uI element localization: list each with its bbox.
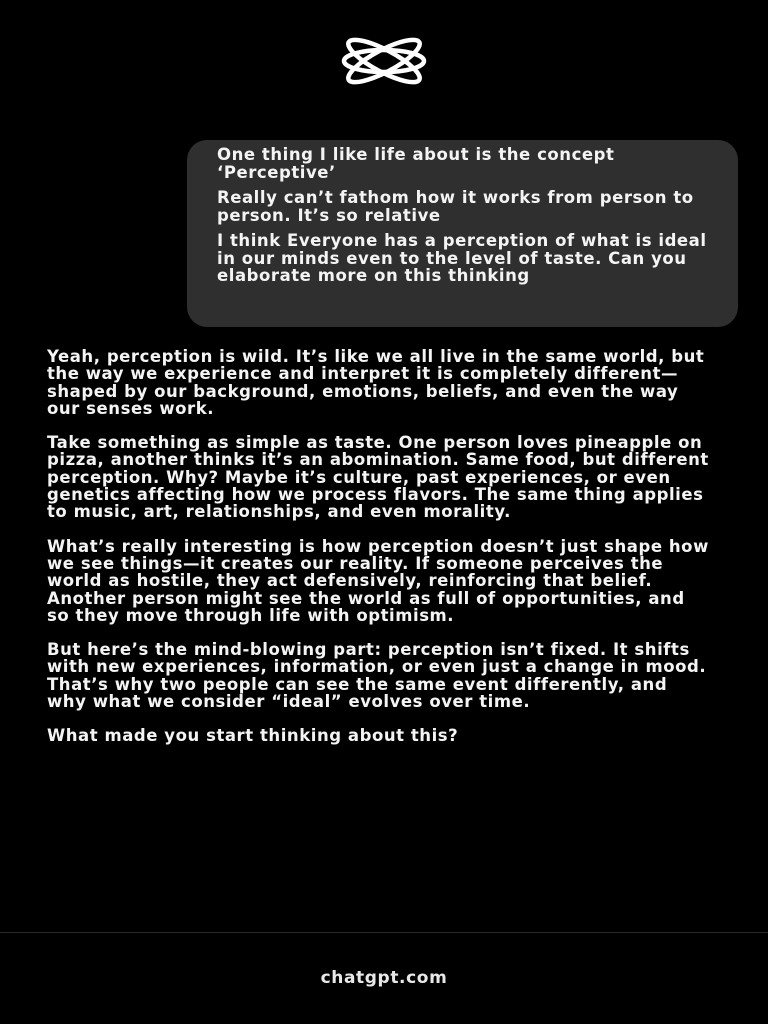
footer-divider xyxy=(0,932,768,933)
assistant-message-paragraph: What made you start thinking about this? xyxy=(47,726,459,746)
user-message-paragraph: One thing I like life about is the concept ‘Perceptive’ xyxy=(217,145,615,182)
user-message-paragraph: I think Everyone has a perception of what is ideal in our minds even to the level of taste. Can you elaborate more on this thinking xyxy=(217,231,707,285)
assistant-message xyxy=(47,348,712,762)
openai-logo-icon xyxy=(330,34,438,88)
assistant-message-paragraph: What’s really interesting is how perception doesn’t just shape how we see things—it creates our reality. If someone perceives the world as hostile, they act defensively, reinforcing that belief. Another person might see the world as full of opportunities, and so they move through life with optimism. xyxy=(47,536,709,625)
assistant-message-paragraph: Yeah, perception is wild. It’s like we all live in the same world, but the way we experience and interpret it is completely different—shaped by our background, emotions, beliefs, and even the way our senses work. xyxy=(47,347,705,418)
footer-url-link[interactable]: chatgpt.com xyxy=(320,968,448,988)
user-message-bubble[interactable] xyxy=(187,140,738,327)
user-message-paragraph: Really can’t fathom how it works from person to person. It’s so relative xyxy=(217,188,694,225)
assistant-message-paragraph: Take something as simple as taste. One person loves pineapple on pizza, another thinks it’s an abomination. Same food, but different perception. Why? Maybe it’s culture, past experiences, or even genetics affecting how we process flavors. The same thing applies to music, art, relationships, and even morality. xyxy=(47,433,709,522)
assistant-message-paragraph: But here’s the mind-blowing part: perception isn’t fixed. It shifts with new experiences, information, or even just a change in mood. That’s why two people can see the same event differently, and why what we consider “ideal” evolves over time. xyxy=(47,640,707,712)
